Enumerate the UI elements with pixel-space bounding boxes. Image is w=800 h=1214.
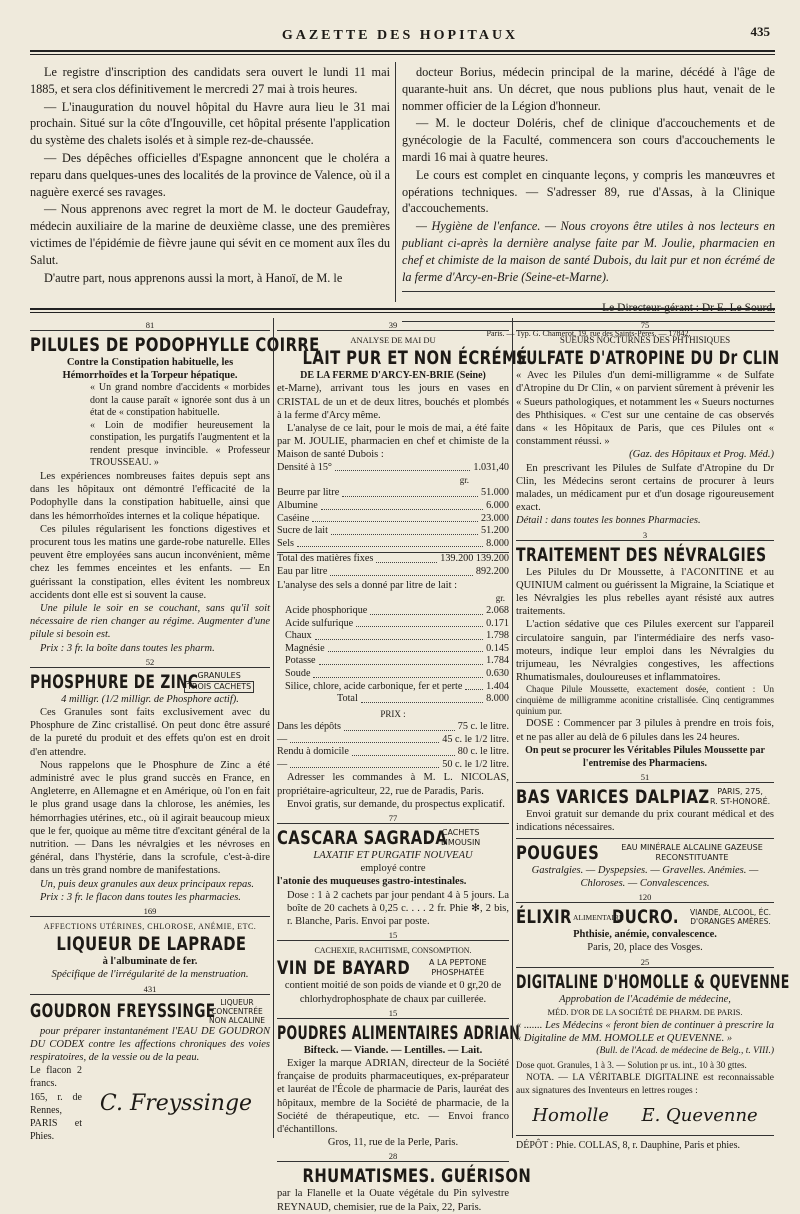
composition-row — [277, 500, 509, 513]
row-label: Total des matières fixes — [277, 553, 374, 565]
ad-side-label — [687, 908, 774, 926]
news-paragraph: — Nous apprenons avec regret la mort de M. le docteur Gaudefray, médecin auxiliaire de la marine de deuxième classe, une des premières victimes de l'épidémie de fièvre jaune qui sévit en ce moment aux îles du Salut. — [30, 202, 390, 267]
ad-body: Adresser les commandes à M. L. NICOLAS, propriétaire-agriculteur, 22, rue de Paradis, Paris. — [277, 772, 509, 797]
ad-body: Exiger la marque ADRIAN, directeur de la Société française de produits pharmaceutiques, ex-préparateur et lauréat de l'École de pharmacie de Paris, lauréat des hôpitaux, membre de la Société de pharmacie, de la Société de thérapeutique, etc. — Envoi franco d'échantillons. — [277, 1057, 509, 1135]
ad-body: Envoi gratuit sur demande du prix courant médical et des indications nécessaires. — [516, 809, 774, 834]
side-label-line: D'ORANGES AMÈRES. — [690, 917, 771, 927]
ad-header-ducro — [516, 906, 774, 928]
row-label: Soude — [285, 667, 311, 679]
side-label-line: R. ST-HONORÉ. — [710, 797, 771, 807]
ad-depot: DÉPÔT : Phie. COLLAS, 8, r. Dauphine, Paris et phies. — [516, 1140, 740, 1152]
ad-side-label — [710, 787, 770, 807]
ad-subtitle: employé contre — [360, 863, 426, 875]
ad-medal: MÉD. D'OR DE LA SOCIÉTÉ DE PHARM. DE PARIS. — [547, 1006, 743, 1017]
ad-address: Paris, 20, place des Vosges. — [587, 942, 703, 954]
ad-source: (Gaz. des Hôpitaux et Prog. Méd.) — [629, 449, 774, 461]
ad-body: pour préparer instantanément l'EAU DE GOUDRON DU CODEX contre les affections chroniques des voies respiratoires, de la vessie ou de la peau. — [30, 1025, 270, 1064]
ad-number: 15 — [277, 1008, 509, 1019]
salt-row — [277, 681, 509, 694]
ad-buy: On peut se procurer les Véritables Pilules Moussette par l'entremise des Pharmaciens. — [525, 744, 765, 770]
row-value: 892.200 — [475, 565, 509, 577]
row-value: 1.031,40 — [473, 461, 509, 473]
ad-price: Prix : 3 fr. la boîte dans toutes les pharm. — [40, 642, 215, 654]
ad-subtitle: Contre la Constipation habituelle, les — [66, 357, 234, 368]
row-value: 139.200 — [440, 553, 474, 565]
row-label: Acide sulfurique — [285, 617, 354, 629]
ads-column-middle — [277, 318, 532, 1213]
side-label-box: TROIS CACHETS — [184, 681, 254, 693]
row-value: 2.068 — [486, 604, 509, 616]
row-label: Acide phosphorique — [285, 604, 368, 616]
row-value: 0.145 — [486, 642, 509, 654]
news-paragraph: docteur Borius, médecin principal de la marine, décédé à l'âge de quarante-huit ans. Un décret, que nous publions plus haut, venait de le nommer officier de la Légion d'honneur. — [402, 65, 775, 113]
ad-title-cascara: CASCARA SAGRADA — [277, 826, 448, 849]
ad-body: Ces pilules régularisent les fonctions digestives et procurent tous les matins une garde-robe naturelle. Elles peuvent être employées sans aucun inconvénient, même chez les femmes enceintes et les enfants. — En guérissant la constipation, elles évitent les nombreux accidents dont elle est si souvent la cause. — [30, 523, 270, 601]
column-divider — [273, 318, 274, 1138]
ad-number: 25 — [516, 957, 774, 968]
ad-number: 75 — [516, 320, 774, 331]
divider — [402, 291, 775, 292]
ad-dosage: Une pilule le soir en se couchant, sans qu'il soit nécessaire de rien changer au régime. Augmenter d'une pilule si besoin est. — [30, 602, 270, 641]
ad-body: par la Flanelle et la Ouate végétale du Pin sylvestre REYNAUD, chemisier, rue de la Paix, 22, Paris. — [277, 1188, 509, 1213]
header-rule-thin — [30, 54, 775, 55]
freyssinge-signature: C. Freyssinge — [99, 1091, 253, 1117]
editor-signature: Le Directeur-gérant : Dr E. Le Sourd. — [602, 302, 775, 315]
ad-price-block — [30, 1064, 82, 1143]
prices-table — [277, 721, 509, 771]
ad-dosage: Dose quot. Granules, 1 à 3. — Solution pr us. int., 10 à 30 gttes. — [516, 1059, 747, 1070]
ad-header-bas — [516, 786, 774, 808]
ad-number: 431 — [30, 984, 270, 995]
price-heading: PRIX : — [380, 708, 406, 719]
composition-row — [277, 487, 509, 500]
ad-title-pougues: POUGUES — [516, 841, 600, 864]
row-value: 75 c. le litre. — [457, 720, 509, 732]
ad-note: NOTA. — LA VÉRITABLE DIGITALINE est reconnaissable aux signatures des Inventeurs en lettres rouges : — [516, 1072, 774, 1096]
ad-mid-label: ALIMENTAIRE — [573, 912, 624, 922]
ad-subtitle: DE LA FERME D'ARCY-EN-BRIE (Seine) — [300, 370, 486, 382]
row-label: Sucre de lait — [277, 525, 328, 537]
ad-title-goudron: GOUDRON FREYSSINGE — [30, 1000, 216, 1023]
side-label-line: LIMOUSIN — [441, 837, 481, 847]
ad-header-zinc — [30, 671, 270, 693]
ad-subtitle: à l'albuminate de fer. — [102, 956, 198, 968]
news-paragraph: Le registre d'inscription des candidats sera ouvert le lundi 11 mai 1885, et sera clos définitivement le mercredi 27 mai à trois heures. — [30, 65, 390, 96]
row-value: 1.404 — [486, 680, 509, 692]
ad-title-lait: LAIT PUR ET NON ÉCRÉMÉ — [302, 347, 528, 370]
ad-dosage: DOSE : Commencer par 3 pilules à prendre en trois fois, et ne pas aller au delà de 6 pilules dans les 24 heures. — [516, 718, 774, 743]
ad-title-ducro: DUCRO. — [612, 906, 679, 929]
ad-title-bas: BAS VARICES DALPIAZ — [516, 786, 710, 809]
row-value: 8.000 — [486, 693, 509, 705]
journal-title: GAZETTE DES HOPITAUX — [281, 28, 519, 43]
ad-price: Le flacon 2 francs. — [30, 1065, 82, 1090]
side-label-line: PARIS, 275, — [717, 787, 763, 797]
composition-row — [277, 525, 509, 538]
ad-dosage: Un, puis deux granules aux deux principaux repas. — [40, 878, 254, 890]
ad-footer-goudron — [30, 1064, 270, 1143]
ads-rule-thin — [30, 312, 775, 313]
row-value: 0.171 — [486, 617, 509, 629]
news-paragraph: Le cours est complet en cinquante leçons, y compris les manœuvres et opérations techniques. — S'adresser 89, rue d'Assas, à la Clinique d'accouchements. — [402, 167, 775, 216]
row-value: 1.784 — [486, 655, 509, 667]
ad-subtitle: Approbation de l'Académie de médecine, — [559, 993, 731, 1005]
ad-number: 15 — [277, 930, 509, 941]
unit-label: gr. — [459, 475, 469, 486]
ad-note: Chaque Pilule Moussette, exactement dosée, contient : Un cinquième de milligramme aconitine cristallisée. Cinq centigrammes quinium pur. — [516, 684, 774, 717]
ad-topline: ANALYSE DE MAI DU — [350, 335, 436, 345]
column-divider — [395, 62, 396, 302]
row-value: 23.000 — [480, 512, 509, 524]
row-value: 51.200 — [480, 525, 509, 537]
ad-body: Gastralgies. — Dyspepsies. — Gravelles. Anémies. — Chloroses. — Convalescences. — [531, 864, 759, 889]
side-label-line: A LA PEPTONE — [429, 958, 487, 968]
ad-body: En prescrivant les Pilules de Sulfate d'Atropine du Dr Clin, les Médecins seront certains de procurer à leurs malades, un médicament pur et d'un dosage rigoureusement exact. — [516, 462, 774, 514]
ad-number: 52 — [30, 657, 270, 668]
ad-number: 3 — [516, 530, 774, 541]
ad-body: L'action sédative que ces Pilules exercent sur l'appareil circulatoire sanguin, par l'intermédiaire des nerfs vaso-moteurs, indique leur emploi dans les Névralgies du trijumeau, les Névralgies congestives, les affections Rhumatismales, douloureuses et inflammatoires. — [516, 619, 774, 684]
ad-header-pougues — [516, 842, 774, 864]
ad-title-nevralgies: TRAITEMENT DES NÉVRALGIES — [516, 543, 767, 566]
news-paragraph: D'autre part, nous apprenons aussi la mort, à Hanoï, de M. le — [44, 270, 343, 285]
ad-detail: Détail : dans toutes les bonnes Pharmacies. — [516, 515, 701, 527]
row-label: Magnésie — [285, 642, 325, 654]
row-label: Total — [337, 693, 358, 705]
salt-row — [277, 630, 509, 643]
ad-body: contient moitié de son poids de viande et 0 gr,20 de chlorhydrophosphate de chaux par cuillerée. — [284, 980, 502, 1005]
ad-title-rhumatismes: RHUMATISMES. GUÉRISON — [302, 1165, 532, 1188]
ad-subtitle: 4 milligr. (1/2 milligr. de Phosphore actif). — [61, 693, 239, 705]
ad-source: (Bull. de l'Acad. de médecine de Belg., t. VIII.) — [596, 1046, 774, 1057]
row-label: Dans les dépôts — [277, 720, 341, 732]
water-row — [277, 566, 509, 579]
ad-title-podophylle: PILULES DE PODOPHYLLE COIRRE — [30, 334, 320, 356]
row-value: 139.200 — [475, 553, 509, 565]
row-label: Rendu à domicile — [277, 746, 349, 758]
ad-title-digitaline: DIGITALINE D'HOMOLLE & QUEVENNE — [516, 970, 790, 993]
row-value: 1.798 — [486, 630, 509, 642]
row-value: 80 c. le litre. — [457, 746, 509, 758]
page-header — [30, 22, 770, 52]
ad-title-zinc: PHOSPHURE DE ZINC — [30, 670, 199, 693]
ad-side-label — [610, 843, 774, 863]
side-label-line: EAU MINÉRALE ALCALINE GAZEUSE — [621, 842, 763, 852]
ad-title-poudres: POUDRES ALIMENTAIRES ADRIAN — [277, 1021, 521, 1044]
ad-body: Les expériences nombreuses faites depuis sept ans dans les hôpitaux ont démontré l'efficacité de la Podophylle dans la constipation habituelle, ainsi que dans les hémorrhoïdes internes et la colique hépatique. — [30, 470, 270, 522]
news-paragraph: — Hygiène de l'enfance. — Nous croyons être utiles à nos lecteurs en publiant ci-après la dernière analyse faite par M. Joulie, pharmacien en chef et chimiste de la maison de santé Dubois, du lait pur et non écrémé de la ferme d'Arcy-en-Brie (Seine-et-Marne). — [402, 219, 775, 284]
row-label: Silice, chlore, acide carbonique, fer et perte — [285, 680, 463, 692]
divider — [516, 1135, 774, 1136]
price-row — [277, 721, 509, 734]
ad-body: Les Pilules du Dr Moussette, à l'ACONITINE et au QUINIUM calment ou guérissent la Migraine, la Sciatique et les Névralgies les plus rebelles ayant résisté aux autres traitements. — [516, 566, 774, 618]
price-row — [277, 759, 509, 772]
ads-rule — [30, 308, 775, 310]
ad-body: Phthisie, anémie, convalescence. — [573, 929, 717, 941]
ad-title-atropine: SULFATE D'ATROPINE DU Dr CLIN — [516, 347, 780, 370]
ad-subtitle: Spécifique de l'irrégularité de la menstruation. — [51, 969, 249, 981]
ad-topline: AFFECTIONS UTÉRINES, CHLOROSE, ANÉMIE, ETC. — [43, 922, 257, 931]
side-label-line: CACHETS — [441, 827, 480, 837]
ad-body: Envoi gratis, sur demande, du prospectus explicatif. — [287, 798, 505, 810]
column-divider — [512, 318, 513, 1138]
ad-title-elixir: ÉLIXIR — [516, 906, 572, 929]
row-label: — — [277, 733, 288, 745]
ad-quote: « Loin de modifier heureusement la constipation, les purgatifs l'augmentent et la rendent presque invincible. « Professeur TROUSSEAU. » — [90, 419, 270, 469]
salts-total-row — [277, 693, 509, 706]
ad-number: 77 — [277, 813, 509, 824]
salt-row — [277, 618, 509, 631]
salts-table — [277, 605, 509, 693]
row-value: 45 c. le 1/2 litre. — [442, 733, 509, 745]
row-label: Caséine — [277, 512, 310, 524]
side-label-line: PHOSPHATÉE — [431, 968, 485, 978]
side-label-line: NON ALCALINE — [209, 1015, 265, 1025]
news-column-left — [30, 64, 390, 287]
ad-body: l'atonie des muqueuses gastro-intestinales. — [277, 876, 467, 888]
printer-imprint: Paris. — Typ. G. Chamerot, 19, rue des Saints-Pères. — 17842. — [486, 329, 691, 339]
row-label: Sels — [277, 537, 294, 549]
homolle-signature: Homolle — [532, 1104, 609, 1126]
row-label: Albumine — [277, 500, 318, 512]
ad-quote: « ....... Les Médecins « feront bien de continuer à prescrire la « Digitaline de MM. HOMOLLE et QUEVENNE. » — [516, 1019, 774, 1045]
side-label-line: LIQUEUR CONCENTRÉE — [211, 997, 263, 1016]
total-row — [277, 552, 509, 566]
ad-number: 39 — [277, 320, 509, 331]
row-label: Potasse — [285, 655, 316, 667]
ad-address: 165, r. de Rennes, PARIS et Phies. — [30, 1091, 82, 1143]
salt-row — [277, 643, 509, 656]
header-rule — [30, 50, 775, 52]
ad-address: Gros, 11, rue de la Perle, Paris. — [327, 1137, 459, 1149]
divider — [516, 838, 774, 839]
news-paragraph: — L'inauguration du nouvel hôpital du Havre aura lieu le 31 mai prochain. Situé sur la côte d'Ingouville, cet hôpital présente l'application du système des chalets isolés et à simple rez-de-chaussée. — [30, 99, 390, 148]
row-value: 6.000 — [486, 500, 509, 512]
ad-topline: CACHEXIE, RACHITISME, CONSOMPTION. — [314, 946, 472, 956]
ad-number: 169 — [30, 906, 270, 917]
ad-number: 81 — [30, 320, 270, 331]
row-value: 8.000 — [486, 537, 509, 549]
ad-header-goudron — [30, 998, 270, 1025]
density-row — [277, 462, 509, 475]
ad-header-bayard — [277, 957, 509, 979]
composition-row — [277, 513, 509, 526]
ad-header-cascara — [277, 827, 509, 849]
inventor-signatures — [516, 1098, 774, 1132]
price-row — [277, 746, 509, 759]
row-value: 51.000 — [480, 487, 509, 499]
row-label: Chaux — [285, 630, 312, 642]
row-value: 50 c. le 1/2 litre. — [442, 758, 509, 770]
ad-subtitle: Hémorrhoïdes et la Torpeur hépatique. — [62, 370, 238, 382]
row-label: Eau par litre — [277, 565, 328, 577]
ads-column-right — [516, 318, 790, 1152]
ad-quote: « Un grand nombre d'accidents « morbides dont la cause paraît « ignorée sont dus à un état de « constipation habituelle. — [90, 382, 270, 419]
ad-number: 120 — [516, 892, 774, 903]
side-label-line: GRANULES — [197, 670, 241, 680]
ad-body: et-Marne), arrivant tous les jours en vases en CRISTAL de un et de deux litres, bouchés et plombés à la ferme d'Arcy même. — [277, 383, 509, 421]
unit-label: gr. — [495, 592, 505, 603]
news-paragraph: — Des dépêches officielles d'Espagne annoncent que le choléra a reparu dans quelques-unes des localités de la province de Valence, où il a naguère exercé ses ravages. — [30, 150, 391, 199]
side-label-line: VIANDE, ALCOOL, ÉC. — [689, 908, 772, 918]
row-value: 0.630 — [486, 667, 509, 679]
quevenne-signature: E. Quevenne — [641, 1104, 758, 1126]
ad-number: 51 — [516, 772, 774, 783]
ad-body: L'analyse de ce lait, pour le mois de mai, a été faite par M. JOULIE, pharmacien en chef et chimiste de la Maison de santé Dubois : — [277, 423, 509, 461]
ad-number: 28 — [277, 1151, 509, 1162]
salt-row — [277, 605, 509, 618]
ad-topline: SUEURS NOCTURNES DES PHTHISIQUES — [559, 335, 731, 345]
news-column-right — [402, 64, 775, 343]
ad-body: L'analyse des sels a donné par litre de lait : — [277, 579, 458, 591]
ad-side-label — [429, 958, 487, 978]
ad-body: Dose : 1 à 2 cachets par jour pendant 4 à 5 jours. La boîte de 20 cachets à 0,25 c. . . . 2 fr. Phie ✻, 2 bis, r. Blanche, Paris. Envoi par poste. — [287, 889, 509, 927]
ad-subtitle: Bifteck. — Viande. — Lentilles. — Lait. — [303, 1044, 483, 1056]
row-label: — — [277, 758, 288, 770]
ad-body: Ces Granules sont faits exclusivement avec du Phosphure de Zinc cristallisé. On peut donc être assuré de la pureté du produit et des effets qu'on est en droit d'en attendre. — [30, 706, 270, 758]
composition-row — [277, 538, 509, 551]
ad-subtitle: LAXATIF ET PURGATIF NOUVEAU — [313, 849, 473, 861]
composition-table — [277, 487, 509, 550]
price-row — [277, 734, 509, 747]
page-number: 435 — [750, 24, 770, 39]
ad-body: Nous rappelons que le Phosphure de Zinc a été administré avec le plus grand succès en France, en Angleterre, en Allemagne et en Amérique, où l'on en fait le plus grand usage dans la chlorose, les anémies, les hémorrhagies utérines, etc., où il agirait beaucoup mieux que le fer, quoique au même titre d'excitant général de la nutrition. — Dans les névralgies et les névroses en général, dans l'hystérie, dans la scrofule, c'est-à-dire dans un très grand nombre de manifestations. — [30, 759, 270, 877]
salt-row — [277, 668, 509, 681]
news-paragraph: — M. le docteur Doléris, chef de clinique d'accouchements et de gynécologie de la Faculté, commencera son cours d'accouchements le mardi 16 mai à quatre heures. — [402, 116, 775, 164]
ad-title-laprade: LIQUEUR DE LAPRADE — [56, 933, 247, 956]
side-label-line: RECONSTITUANTE — [655, 852, 729, 862]
salt-row — [277, 655, 509, 668]
row-label: Densité à 15° — [277, 461, 332, 473]
row-label: Beurre par litre — [277, 487, 340, 499]
ad-quote: « Avec les Pilules d'un demi-milligramme « de Sulfate d'Atropine du Dr Clin, « on parvient sûrement à prévenir les « Sueurs pathologiques, et notamment les « Sueurs nocturnes des Phthisiques. « C'est sur une centaine de cas observés dans « les Hôpitaux de Paris, que ces Pilules ont « constamment réussi. » — [516, 370, 774, 448]
ad-price: Prix : 3 fr. le flacon dans toutes les pharmacies. — [40, 891, 241, 903]
ad-title-bayard: VIN DE BAYARD — [277, 957, 411, 980]
